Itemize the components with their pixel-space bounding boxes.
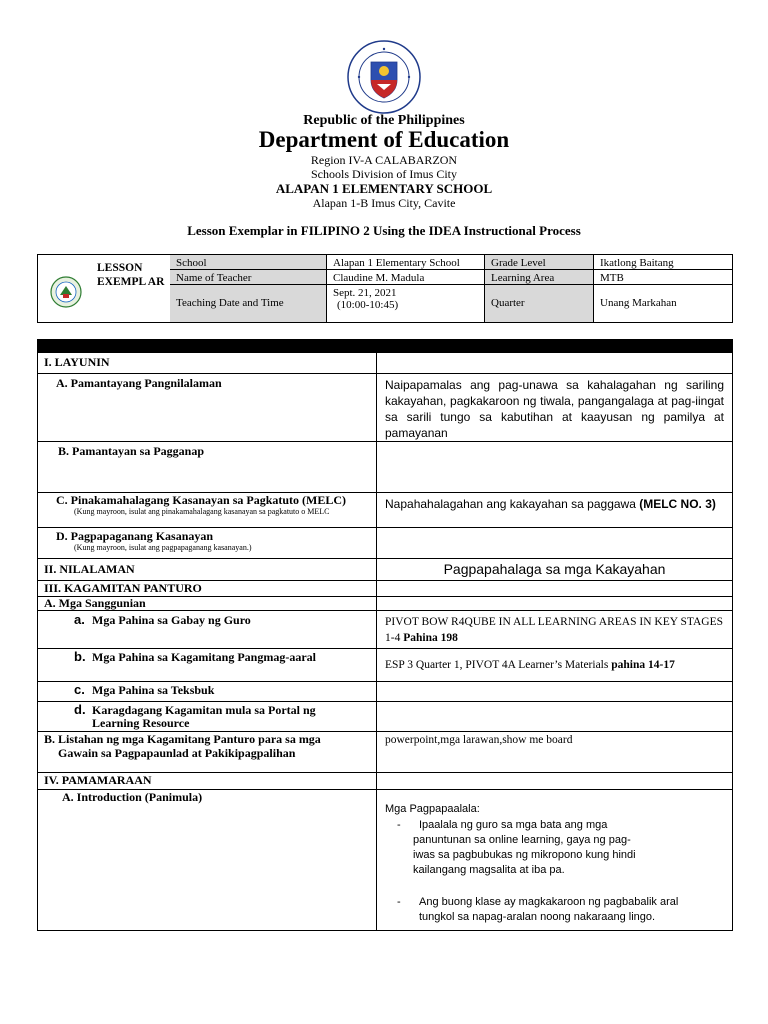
gabay-value-text: PIVOT BOW R4QUBE IN ALL LEARNING AREAS IN KEY STAGES 1-4 [385, 616, 724, 644]
section-layunin: I. LAYUNIN [44, 355, 110, 369]
reminders-heading: Mga Pagpapaalala: [385, 803, 480, 815]
date-value-line1: Sept. 21, 2021 [333, 287, 397, 299]
row-portal [38, 702, 732, 732]
info-row-school [170, 255, 732, 270]
header-address: Alapan 1-B Imus City, Cavite [312, 196, 456, 210]
row-listahan [38, 732, 732, 773]
pangmag-label: Mga Pahina sa Kagamitang Pangmag-aaral [92, 650, 316, 664]
deped-seal-logo [347, 40, 421, 114]
row-pangmag-aaral [38, 649, 732, 682]
document-title: Lesson Exemplar in FILIPINO 2 Using the IDEA Instructional Process [187, 223, 581, 238]
reminder-item-1 [385, 818, 724, 878]
date-value-line2: (10:00-10:45) [337, 299, 399, 311]
listahan-label-line2: Gawain sa Pagpapaunlad at Pakikipagpalihan [58, 746, 296, 760]
melc-note: (Kung mayroon, isulat ang pinakamahalagang kasanayan sa pagkatuto o MELC [74, 507, 330, 516]
school-value: Alapan 1 Elementary School [327, 255, 485, 270]
bullet-dash-1: - [397, 819, 401, 831]
melc-number: (MELC NO. 3) [639, 497, 716, 511]
pamantayan-pagganap-label: B. Pamantayan sa Pagganap [58, 444, 205, 458]
lesson-plan-table [37, 339, 733, 931]
reminder-1-line3: iwas sa pagbubukas ng mikropono kung hindi [413, 849, 636, 861]
school-logo [50, 276, 82, 308]
row-layunin [38, 353, 732, 374]
gabay-letter: a. [74, 612, 85, 627]
reminder-2-line1: Ang buong klase ay magkakaroon ng pagbabalik aral [419, 896, 679, 908]
melc-value [377, 493, 732, 527]
learning-area-label: Learning Area [485, 270, 594, 285]
introduction-label: A. Introduction (Panimula) [62, 790, 203, 804]
sanggunian-label: A. Mga Sanggunian [44, 596, 146, 610]
header-republic: Republic of the Philippines [303, 113, 465, 128]
melc-label: C. Pinakamahalagang Kasanayan sa Pagkatuto (MELC) [56, 493, 347, 507]
header-division: Schools Division of Imus City [310, 167, 457, 181]
table-header-bar [38, 340, 732, 353]
info-row-date [170, 285, 732, 322]
section-nilalaman: II. NILALAMAN [44, 562, 135, 576]
listahan-value: powerpoint,mga larawan,show me board [385, 734, 573, 746]
grade-level-value: Ikatlong Baitang [594, 255, 732, 270]
pangmag-value-text: ESP 3 Quarter 1, PIVOT 4A Learner’s Materials [385, 659, 612, 671]
row-nilalaman [38, 559, 732, 581]
portal-label-line1: Karagdagang Kagamitan mula sa Portal ng [92, 703, 316, 717]
pagpapaganang-label: D. Pagpapaganang Kasanayan [56, 529, 214, 543]
school-label: School [170, 255, 327, 270]
section-pamamaraan: IV. PAMAMARAAN [44, 773, 152, 787]
portal-label-line2: Learning Resource [92, 716, 190, 730]
info-row-teacher [170, 270, 732, 285]
gabay-label: Mga Pahina sa Gabay ng Guro [92, 613, 251, 627]
date-value [327, 285, 485, 322]
teksbuk-label: Mga Pahina sa Teksbuk [92, 683, 215, 697]
reminder-item-2 [385, 895, 724, 925]
section-kagamitan: III. KAGAMITAN PANTURO [44, 581, 202, 595]
row-sanggunian [38, 597, 732, 611]
learning-area-value: MTB [594, 270, 732, 285]
teksbuk-letter: c. [74, 682, 85, 697]
introduction-content [377, 790, 732, 930]
date-label: Teaching Date and Time [170, 285, 327, 322]
reminder-1-line1: Ipaalala ng guro sa mga bata ang mga [419, 819, 608, 831]
reminder-1-line2: panuntunan sa online learning, gaya ng pag- [413, 834, 631, 846]
reminder-1-line4: kailangang magsalita at iba pa. [413, 864, 565, 876]
row-pagpapaganang [38, 528, 732, 559]
row-gabay-guro [38, 611, 732, 649]
pagpapaganang-note: (Kung mayroon, isulat ang pagpapaganang kasanayan.) [74, 543, 252, 552]
teacher-value: Claudine M. Madula [327, 270, 485, 285]
pangmag-letter: b. [74, 649, 86, 664]
teacher-label: Name of Teacher [170, 270, 327, 285]
quarter-value: Unang Markahan [600, 297, 677, 309]
reminder-2-line2: tungkol sa napag-aralan noong nakaraang lingo. [419, 911, 656, 923]
lesson-exemplar-label: LESSON EXEMPL AR [97, 262, 165, 288]
header-region: Region IV-A CALABARZON [310, 153, 458, 167]
row-melc [38, 493, 732, 528]
row-pamamaraan [38, 773, 732, 790]
quarter-label: Quarter [485, 285, 594, 322]
info-logo-cell [38, 255, 171, 322]
header-department: Department of Education [258, 127, 510, 152]
row-pamantayang-pangnilalaman [38, 374, 732, 442]
row-introduction [38, 790, 732, 930]
row-pamantayan-pagganap [38, 442, 732, 493]
listahan-label-line1: B. Listahan ng mga Kagamitang Panturo para sa mga [44, 732, 321, 746]
portal-letter: d. [74, 702, 86, 717]
bullet-dash-2: - [397, 896, 401, 908]
pamantayang-pangnilalaman-label: A. Pamantayang Pangnilalaman [56, 376, 222, 390]
lesson-info-table [37, 254, 733, 323]
row-kagamitan [38, 581, 732, 597]
gabay-value [377, 611, 732, 648]
pangmag-value [377, 649, 732, 681]
nilalaman-value: Pagpapahalaga sa mga Kakayahan [443, 561, 666, 577]
pangmag-page: pahina 14-17 [611, 659, 675, 671]
gabay-page: Pahina 198 [403, 632, 458, 644]
melc-value-text: Napahahalagahan ang kakayahan sa paggawa [385, 497, 640, 511]
row-teksbuk [38, 682, 732, 702]
pamantayang-pangnilalaman-value: Naipapamalas ang pag-unawa sa kahalagahan ng sariling kakayahan, pagkakaroon ng tiwala, pangangalaga at pag-iingat sa sarili tungo sa kabutihan at kaayusan ng pamilya at pamayanan [385, 378, 724, 440]
header-school: ALAPAN 1 ELEMENTARY SCHOOL [275, 181, 493, 196]
grade-level-label: Grade Level [485, 255, 594, 270]
